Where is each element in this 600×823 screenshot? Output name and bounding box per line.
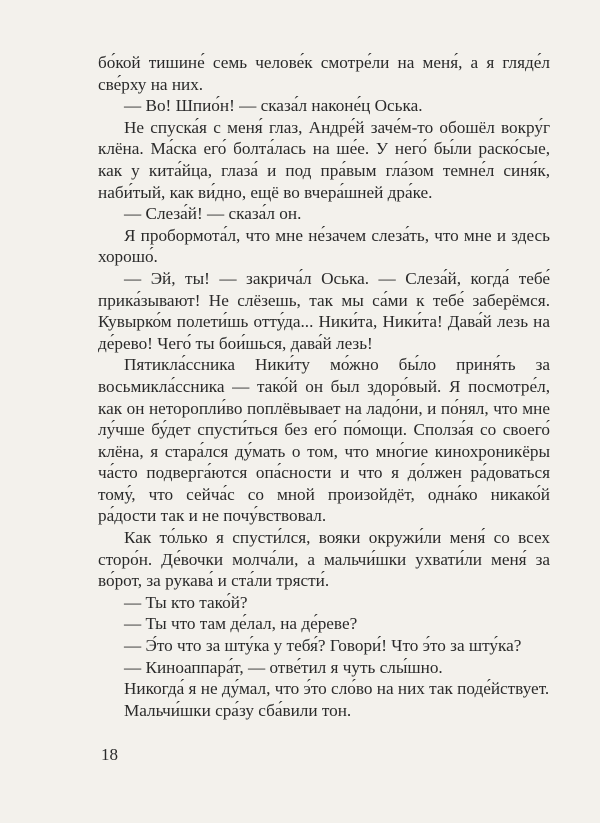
page-text (98, 52, 550, 721)
paragraph: Пятикла́ссника Ники́ту мо́жно бы́ло приня́ть за восьмикла́ссника — тако́й он был здоро́вый. Я посмотре́л, как он неторопли́во поплёвывает на ладо́ни, и по́нял, что мне лу́чше бу́дет спусти́ться без его́ по́мощи. Сполза́я со своего́ клёна, я стара́лся ду́мать о том, что мно́гие кинохроникёры ча́сто подверга́ются опа́сности и что я до́лжен ра́доваться тому́, что сейча́с со мной произойдёт, одна́ко никако́й ра́дости так и не почу́вствовал. (98, 355, 550, 526)
paragraph: бо́кой тишине́ семь челове́к смотре́ли на меня́, а я гляде́л све́рху на них. (98, 53, 550, 94)
paragraph: Никогда́ я не ду́мал, что э́то сло́во на них так поде́йствует. (124, 679, 550, 699)
paragraph: — Во! Шпио́н! — сказа́л наконе́ц Оська. (124, 96, 423, 116)
paragraph: — Ты кто тако́й? (124, 592, 248, 612)
paragraph: Я пробормота́л, что мне не́зачем слеза́ть, что мне и здесь хорошо́. (98, 225, 550, 267)
paragraph: — Э́то что за шту́ка у тебя́? Говори́! Что э́то за шту́ка? (124, 636, 522, 656)
paragraph: — Эй, ты! — закрича́л Оська. — Слеза́й, когда́ тебе́ прика́зывают! Не слёзешь, так мы са́ми к тебе́ заберёмся. Кувырко́м полети́шь отту́да... Ники́та, Ники́та! Дава́й лезь на де́рево! Чего́ ты бои́шься, дава́й лезь! (98, 268, 550, 353)
paragraph: Не спуска́я с меня́ глаз, Андре́й заче́м-то обошёл вокру́г клёна. Ма́ска его́ болта́лась на ше́е. У него́ бы́ли раско́сые, как у кита́йца, глаза́ и под пра́вым гла́зом темне́л синя́к, наби́тый, как ви́дно, ещё во вчера́шней дра́ке. (98, 117, 550, 202)
paragraph: — Слеза́й! — сказа́л он. (124, 204, 302, 224)
book-page (98, 52, 550, 721)
page-number: 18 (101, 745, 118, 764)
paragraph: Как то́лько я спусти́лся, вояки окружи́ли меня́ со всех сторо́н. Де́вочки молча́ли, а мальчи́шки ухвати́ли меня́ за во́рот, за рукава́ и ста́ли трясти́. (98, 528, 550, 591)
paragraph: — Ты что там де́лал, на де́реве? (124, 614, 358, 634)
paragraph: Мальчи́шки сра́зу сба́вили тон. (124, 700, 352, 720)
paragraph: — Киноаппара́т, — отве́тил я чуть слы́шно. (124, 657, 443, 677)
